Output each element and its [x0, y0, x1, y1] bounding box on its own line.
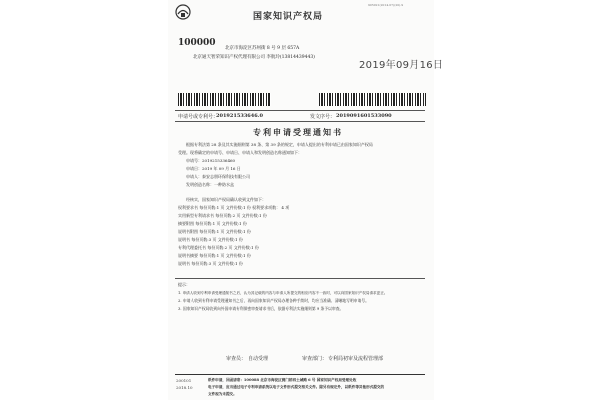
field-applicant: 申请人：泰安志朋环保科技有限公司 — [186, 174, 250, 179]
intro-line-2: 受理。现将确定的申请号、申请日、申请人和发明创造名称通知如下： — [178, 150, 302, 155]
document-item: 说明书附图 每份页数:1 页 文件份数:1 份 — [178, 229, 251, 234]
note-item: 1. 申请人收到专利申请受理通知书之后，认为其记载的内容与申请人所提交的相应内容不一致时，可以向国家知识产权局请求更正。 — [178, 291, 388, 295]
office-name: 国家知识产权局 — [253, 12, 324, 22]
postcode: 100000 — [178, 38, 216, 48]
document-item: 实用新型专利请求书 每份页数:2 页 文件份数:1 份 — [178, 213, 267, 218]
documents-intro: 经核实，国家知识产权局确认收到文件如下： — [186, 197, 266, 202]
note-item: 2. 申请人收到专利申请受理通知书之后，再向国家知识产权局办理各种手续时，均应当准确、清晰地写明申请号。 — [178, 298, 369, 303]
agency-name: 北京通天智荣知识产权代理有限公司 李航玲(13814439443) — [193, 55, 315, 60]
note-item: 3. 国家知识产权局收到向外国申请专利保密审查请求书后，依据专利法实施细则第 9 条予以审查。 — [178, 306, 344, 311]
field-invention-name: 发明创造名称：一种防水盒 — [186, 182, 234, 187]
document-item: 专利代理委托书 每份页数:2 页 文件份数:1 份 — [178, 245, 259, 250]
document-item: 权利要求书 每份页数:1 页 文件份数:1 份 权利要求项数： 4 项 — [178, 205, 290, 210]
document-item: 说明书 每份页数:3 页 文件份数:1 份 — [178, 261, 243, 266]
cnipa-emblem-icon — [175, 4, 191, 20]
notice-title: 专利申请受理通知书 — [253, 128, 343, 137]
dispatch-number: 2019091601533090 — [336, 113, 392, 119]
dispatch-barcode — [319, 93, 426, 106]
footer-line-1: 纸件申请，回函请寄：100088 北京市海淀区蓟门桥西土城路 6 号 国家知识产权局受理处收 — [208, 378, 357, 382]
intro-line-1: 根据专利法第 28 条及其实施细则第 38 条、第 39 条的规定，申请人提出的专利申请已由国家知识产权局 — [186, 142, 373, 147]
mailing-address: 北京市海淀区苏州街 8 号 9 层 657A — [225, 46, 300, 51]
dispatch-number-label: 发文序号： — [310, 114, 336, 120]
footer-line-3: 文件视为未提交。 — [208, 392, 237, 396]
form-code-1: 200101 — [176, 378, 192, 383]
examiner-label: 审查员： — [226, 356, 247, 362]
divider-notes — [175, 278, 425, 279]
divider-top — [175, 110, 425, 111]
document-id: 905021(2014.07)(20).9 — [368, 3, 404, 7]
application-number-label: 申请号或专利号： — [178, 114, 219, 120]
field-application-date: 申请日：2019 年 09 月 16 日 — [186, 166, 241, 171]
document-item: 摘要附图 每份页数:1 页 文件份数:1 份 — [178, 221, 247, 226]
document-item: 说明书摘要 每份页数:1 页 文件份数:1 份 — [178, 253, 251, 258]
department: 专利局初审及流程管理部 — [328, 356, 384, 362]
application-barcode — [178, 93, 271, 106]
handwritten-date: 2019年09月16日 — [359, 60, 444, 71]
document-item: 说明书 每份页数:3 页 文件份数:1 份 — [178, 237, 243, 242]
department-label: 审查部门： — [302, 356, 328, 362]
notes-heading: 提示： — [178, 282, 190, 287]
footer-line-2: 电子申请，应当通过电子专利申请系统以电子文件形式提交相关文件。除另有规定外，以纸件等其他形式提交的 — [208, 385, 385, 389]
divider-footer — [175, 374, 425, 375]
application-number: 201921533646.0 — [216, 113, 263, 119]
form-code-2: 2018.10 — [176, 385, 193, 390]
examiner: 自动受理 — [248, 356, 269, 362]
field-application-number: 申请号：2019215336460 — [186, 158, 236, 163]
divider-numbers — [175, 121, 425, 122]
